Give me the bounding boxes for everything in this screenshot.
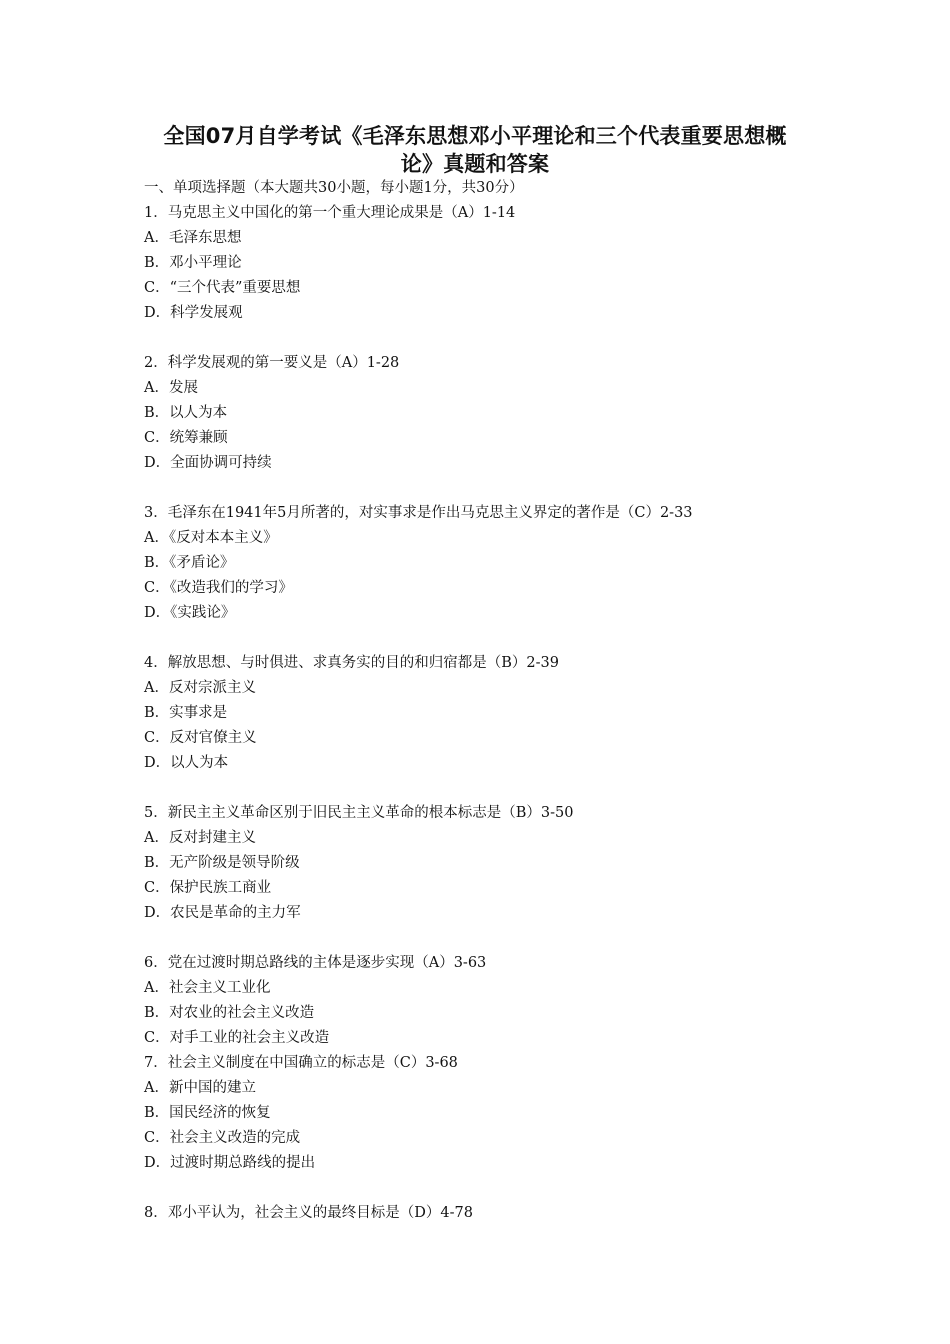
- question-stem: 5．新民主主义革命区别于旧民主主义革命的根本标志是（B）3-50: [144, 805, 574, 821]
- section-heading: 一、单项选择题（本大题共30小题，每小题1分，共30分）: [144, 180, 524, 196]
- answer-option: A．《反对本本主义》: [144, 530, 278, 546]
- answer-option: C．保护民族工商业: [144, 880, 272, 896]
- answer-option: D．《实践论》: [144, 605, 236, 621]
- answer-option: D．科学发展观: [144, 305, 243, 321]
- blank-line: [144, 1176, 844, 1201]
- blank-line: [144, 326, 844, 351]
- answer-option: B．《矛盾论》: [144, 555, 235, 571]
- question-stem: 4．解放思想、与时俱进、求真务实的目的和归宿都是（B）2-39: [144, 655, 559, 671]
- title-line-1: 全国07月自学考试《毛泽东思想邓小平理论和三个代表重要思想概: [163, 124, 787, 148]
- answer-option: D．全面协调可持续: [144, 455, 272, 471]
- answer-option: A．毛泽东思想: [144, 230, 242, 246]
- document-title: [120, 122, 830, 178]
- answer-option: B．实事求是: [144, 705, 228, 721]
- blank-line: [144, 926, 844, 951]
- blank-line: [144, 476, 844, 501]
- answer-option: A．反对宗派主义: [144, 680, 256, 696]
- question-stem: 3．毛泽东在1941年5月所著的，对实事求是作出马克思主义界定的著作是（C）2-33: [144, 505, 693, 521]
- answer-option: B．以人为本: [144, 405, 228, 421]
- answer-option: A．发展: [144, 380, 198, 396]
- answer-option: A．新中国的建立: [144, 1080, 256, 1096]
- answer-option: A．反对封建主义: [144, 830, 256, 846]
- answer-option: C．《改造我们的学习》: [144, 580, 293, 596]
- answer-option: C．“三个代表”重要思想: [144, 280, 301, 296]
- answer-option: D．以人为本: [144, 755, 229, 771]
- answer-option: C．统筹兼顾: [144, 430, 228, 446]
- answer-option: D．过渡时期总路线的提出: [144, 1155, 316, 1171]
- answer-option: B．邓小平理论: [144, 255, 242, 271]
- question-stem: 1．马克思主义中国化的第一个重大理论成果是（A）1-14: [144, 205, 516, 221]
- answer-option: B．对农业的社会主义改造: [144, 1005, 315, 1021]
- answer-option: B．国民经济的恢复: [144, 1105, 271, 1121]
- question-stem: 6．党在过渡时期总路线的主体是逐步实现（A）3-63: [144, 955, 487, 971]
- answer-option: B．无产阶级是领导阶级: [144, 855, 300, 871]
- blank-line: [144, 626, 844, 651]
- title-line-2: 论》真题和答案: [400, 152, 550, 176]
- answer-option: A．社会主义工业化: [144, 980, 271, 996]
- answer-option: C．反对官僚主义: [144, 730, 257, 746]
- question-stem: 8．邓小平认为，社会主义的最终目标是（D）4-78: [144, 1205, 473, 1221]
- answer-option: C．社会主义改造的完成: [144, 1130, 301, 1146]
- question-list: [144, 176, 844, 1226]
- question-stem: 2．科学发展观的第一要义是（A）1-28: [144, 355, 400, 371]
- answer-option: D．农民是革命的主力军: [144, 905, 301, 921]
- blank-line: [144, 776, 844, 801]
- question-stem: 7．社会主义制度在中国确立的标志是（C）3-68: [144, 1055, 458, 1071]
- answer-option: C．对手工业的社会主义改造: [144, 1030, 330, 1046]
